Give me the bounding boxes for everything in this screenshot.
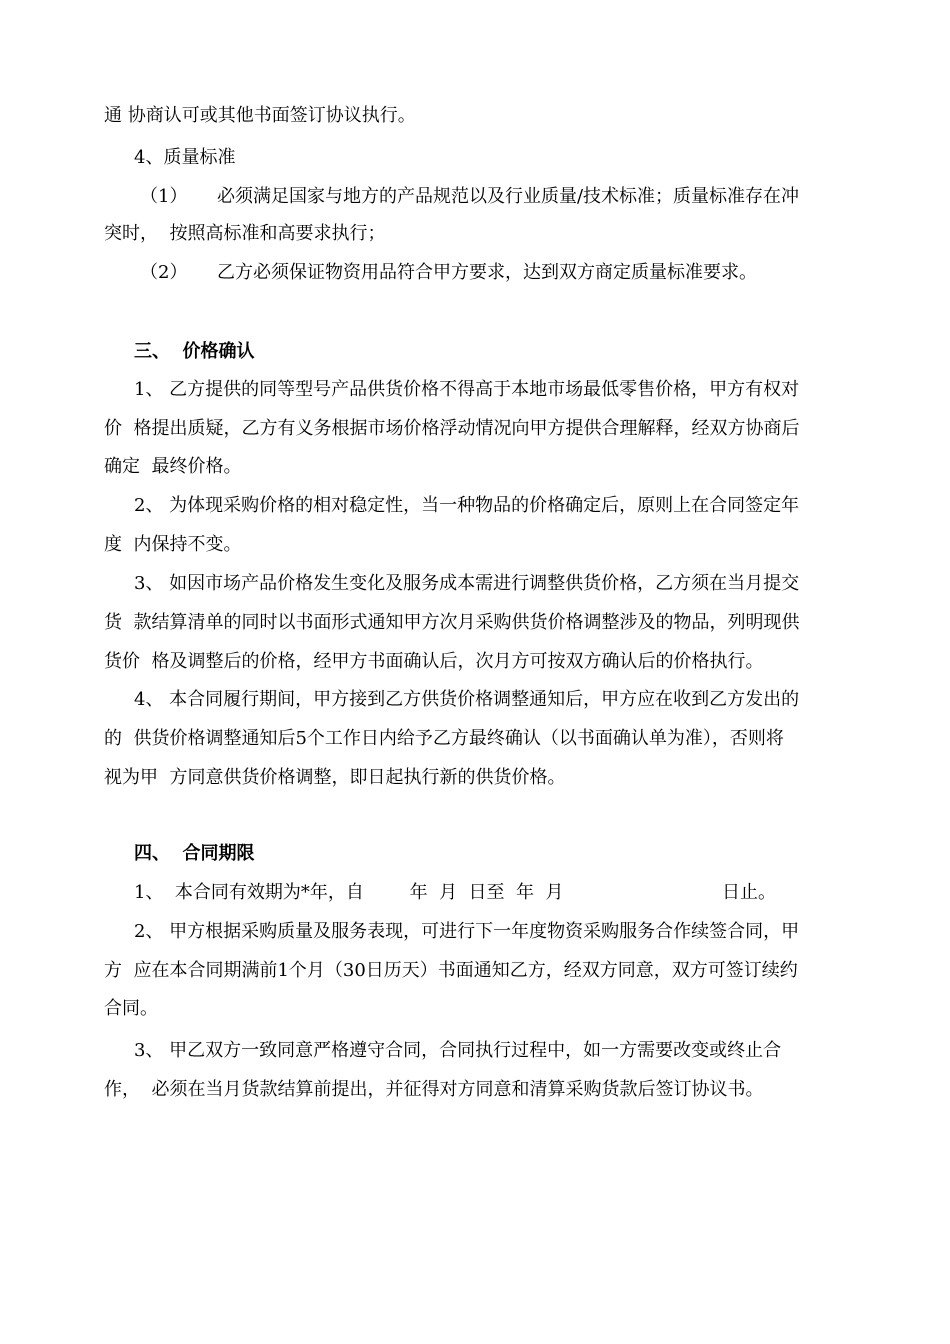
section-3-p1-line-1: 1、 乙方提供的同等型号产品供货价格不得高于本地市场最低零售价格，甲方有权对	[134, 379, 800, 400]
quality-item-2-number: （2）	[140, 262, 188, 283]
section-4-p2-line-1: 2、 甲方根据采购质量及服务表现，可进行下一年度物资采购服务合作续签合同，甲	[134, 921, 800, 942]
continued-text-line: 通 协商认可或其他书面签订协议执行。	[104, 105, 416, 126]
section-3-p4-line-2: 的 供货价格调整通知后5个工作日内给予乙方最终确认（以书面确认单为准），否则将	[104, 728, 784, 749]
item-4-title: 4、质量标准	[134, 147, 236, 168]
quality-item-2-text: 乙方必须保证物资用品符合甲方要求，达到双方商定质量标准要求。	[217, 262, 757, 283]
quality-item-1-text: 必须满足国家与地方的产品规范以及行业质量/技术标准；质量标准存在冲	[217, 186, 800, 207]
section-3-p2-line-2: 度 内保持不变。	[104, 534, 242, 555]
section-3-heading: 三、 价格确认	[134, 341, 255, 362]
section-4-p1-line: 1、 本合同有效期为*年，自 年 月 日至 年 月	[134, 882, 564, 903]
quality-item-1-number: （1）	[140, 186, 188, 207]
section-3-p3-line-3: 货价 格及调整后的价格，经甲方书面确认后，次月方可按双方确认后的价格执行。	[104, 651, 764, 672]
section-3-p4-line-1: 4、 本合同履行期间，甲方接到乙方供货价格调整通知后，甲方应在收到乙方发出的	[134, 689, 800, 710]
section-4-p3-line-1: 3、 甲乙双方一致同意严格遵守合同，合同执行过程中，如一方需要改变或终止合	[134, 1040, 782, 1061]
section-3-p1-line-2: 价 格提出质疑，乙方有义务根据市场价格浮动情况向甲方提供合理解释，经双方协商后	[104, 418, 800, 439]
section-3-p2-line-1: 2、 为体现采购价格的相对稳定性，当一种物品的价格确定后，原则上在合同签定年	[134, 495, 800, 516]
quality-item-1-text-cont: 突时， 按照高标准和高要求执行；	[104, 223, 386, 244]
section-4-p3-line-2: 作， 必须在当月货款结算前提出，并征得对方同意和清算采购货款后签订协议书。	[104, 1079, 764, 1100]
section-4-p1-end: 日止。	[722, 882, 776, 903]
section-3-p3-line-2: 货 款结算清单的同时以书面形式通知甲方次月采购供货价格调整涉及的物品，列明现供	[104, 612, 800, 633]
section-3-p4-line-3: 视为甲 方同意供货价格调整，即日起执行新的供货价格。	[104, 767, 566, 788]
section-3-p1-line-3: 确定 最终价格。	[104, 456, 242, 477]
section-4-p2-line-3: 合同。	[104, 998, 158, 1019]
section-4-p2-line-2: 方 应在本合同期满前1个月（30日历天）书面通知乙方，经双方同意，双方可签订续约	[104, 960, 798, 981]
section-3-p3-line-1: 3、 如因市场产品价格发生变化及服务成本需进行调整供货价格，乙方须在当月提交	[134, 573, 800, 594]
section-4-heading: 四、 合同期限	[134, 843, 255, 864]
